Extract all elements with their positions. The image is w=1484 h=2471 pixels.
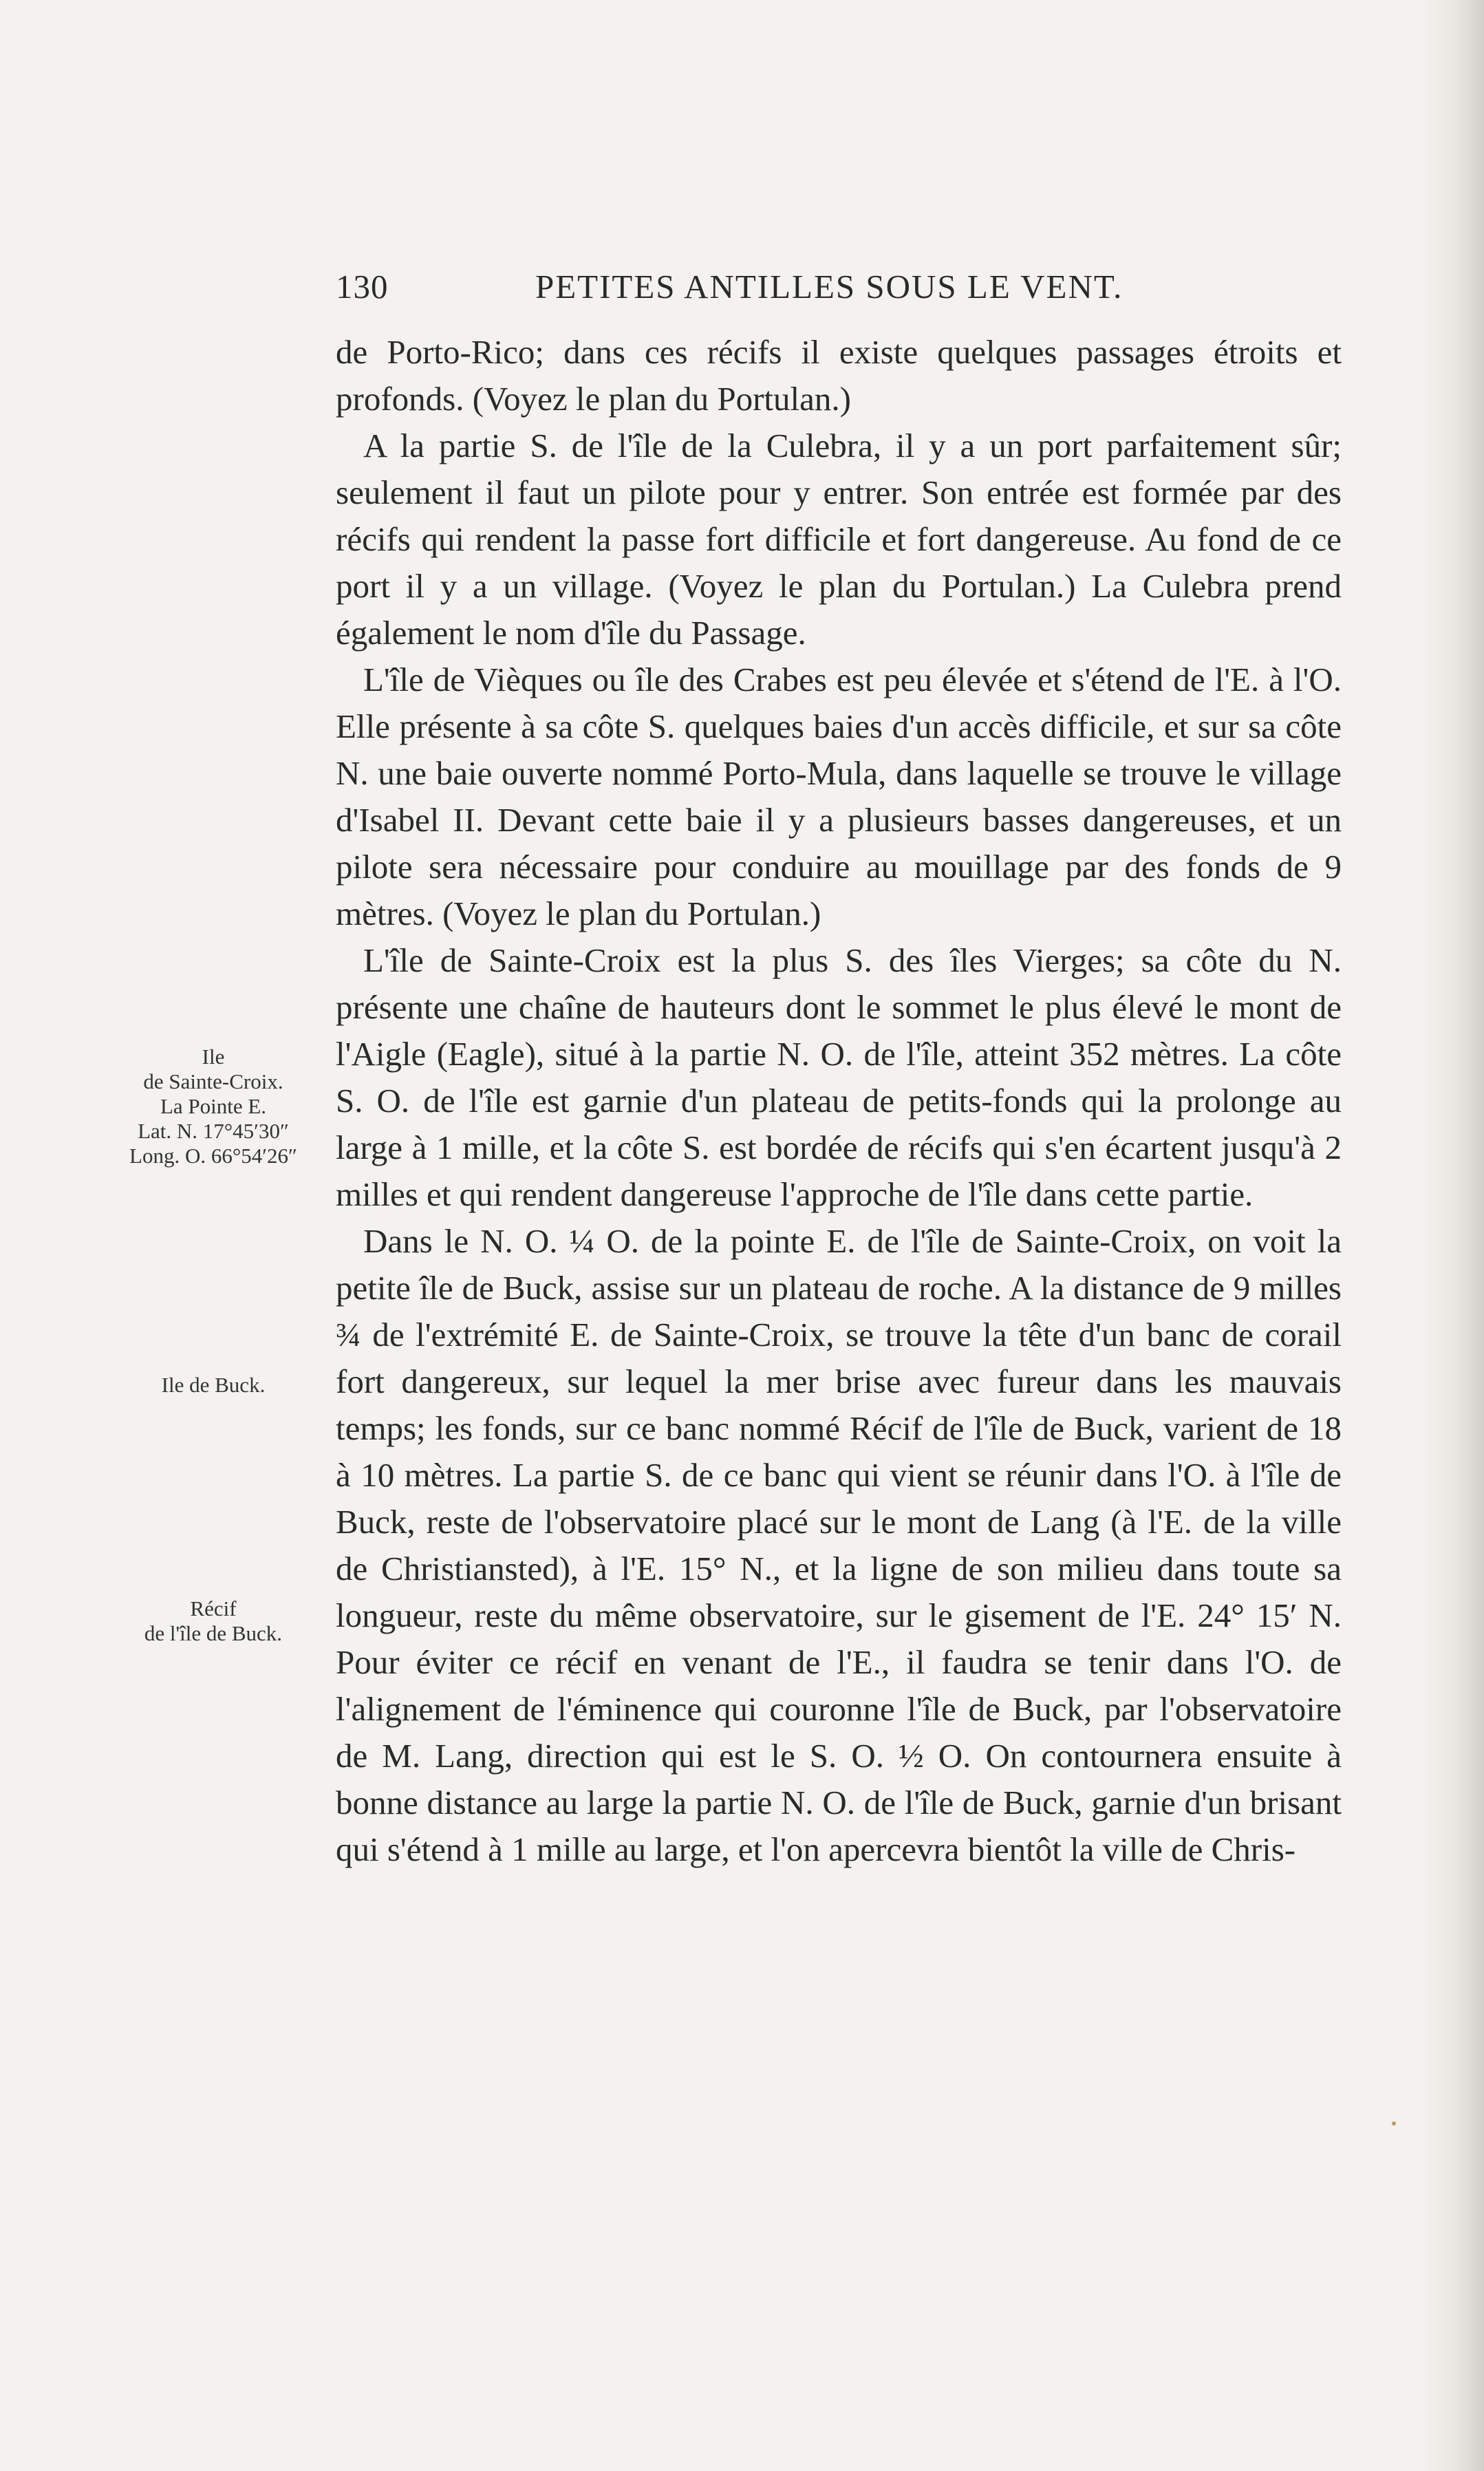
margin-note-sainte-croix xyxy=(103,1045,323,1168)
paragraph: Dans le N. O. ¼ O. de la pointe E. de l'île de Sainte-Croix, on voit la petite île de Buck, assise sur un plateau de roche. A la distance de 9 milles ¾ de l'extrémité E. de Sainte-Croix, se trouve la tête d'un banc de corail fort dangereux, sur lequel la mer brise avec fureur dans les mauvais temps; les fonds, sur ce banc nommé Récif de l'île de Buck, varient de 18 à 10 mètres. La partie S. de ce banc qui vient se réunir dans l'O. à l'île de Buck, reste de l'observatoire placé sur le mont de Lang (à l'E. de la ville de Christiansted), à l'E. 15° N., et la ligne de son milieu dans toute sa longueur, reste du même observatoire, sur le gisement de l'E. 24° 15′ N. Pour éviter ce récif en venant de l'E., il faudra se tenir dans l'O. de l'alignement de l'éminence qui couronne l'île de Buck, par l'observatoire de M. Lang, direction qui est le S. O. ½ O. On contournera ensuite à bonne distance au large la partie N. O. de l'île de Buck, garnie d'un brisant qui s'étend à 1 mille au large, et l'on apercevra bientôt la ville de Chris- xyxy=(336,1222,1342,1868)
paragraph: A la partie S. de l'île de la Culebra, il y a un port parfaitement sûr; seulement il faut un pilote pour y entrer. Son entrée est formée par des récifs qui rendent la passe fort difficile et fort dangereuse. Au fond de ce port il y a un village. (Voyez le plan du Portulan.) La Culebra prend également le nom d'île du Passage. xyxy=(336,427,1342,652)
running-title: PETITES ANTILLES SOUS LE VENT. xyxy=(535,268,1123,306)
paragraph: L'île de Sainte-Croix est la plus S. des îles Vierges; sa côte du N. présente une chaîne de hauteurs dont le sommet le plus élevé le mont de l'Aigle (Eagle), situé à la partie N. O. de l'île, atteint 352 mètres. La côte S. O. de l'île est garnie d'un plateau de petits-fonds qui la prolonge au large à 1 mille, et la côte S. est bordée de récifs qui s'en écartent jusqu'à 2 milles et qui rendent dangereuse l'approche de l'île dans cette partie. xyxy=(336,941,1342,1213)
paragraph: de Porto-Rico; dans ces récifs il existe quelques passages étroits et profonds. (Voyez le plan du Portulan.) xyxy=(336,333,1342,418)
margin-note-line: Lat. N. 17°45′30″ xyxy=(138,1119,289,1143)
page-number: 130 xyxy=(336,268,389,306)
margin-note-buck xyxy=(103,1373,323,1398)
paragraph: L'île de Vièques ou île des Crabes est peu élevée et s'étend de l'E. à l'O. Elle présente à sa côte S. quelques baies d'un accès difficile, et sur sa côte N. une baie ouverte nommé Porto-Mula, dans laquelle se trouve le village d'Isabel II. Devant cette baie il y a plusieurs basses dangereuses, et un pilote sera nécessaire pour conduire au mouillage par des fonds de 9 mètres. (Voyez le plan du Portulan.) xyxy=(336,661,1342,932)
body-text xyxy=(336,329,1342,1873)
margin-note-line: Long. O. 66°54′26″ xyxy=(129,1144,297,1168)
margin-note-line: de Sainte-Croix. xyxy=(143,1069,283,1093)
margin-note-line: La Pointe E. xyxy=(160,1094,267,1118)
paper-speck xyxy=(1392,2121,1396,2126)
margin-note-line: Ile de Buck. xyxy=(161,1373,266,1397)
margin-note-recif xyxy=(103,1596,323,1646)
margin-note-line: Ile xyxy=(202,1045,225,1069)
margin-note-line: Récif xyxy=(190,1596,237,1620)
margin-note-line: de l'île de Buck. xyxy=(144,1621,283,1645)
page-spine-shadow xyxy=(1422,0,1484,2471)
